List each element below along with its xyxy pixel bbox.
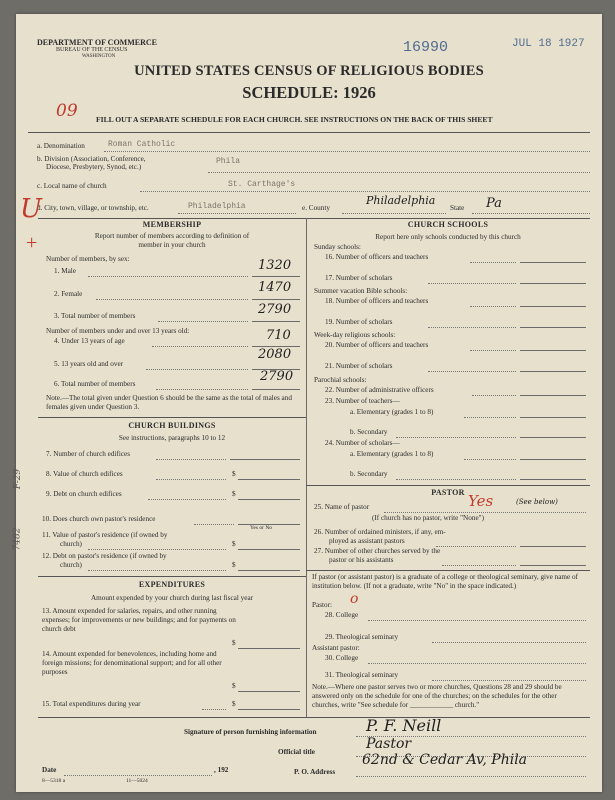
q12-label-2: church): [60, 561, 82, 569]
q11-label: 11. Value of pastor's residence (if owned by: [42, 531, 168, 539]
q18-label: 18. Number of officers and teachers: [325, 297, 429, 305]
q8-label: 8. Value of church edifices: [46, 470, 123, 478]
q26-label-2: ployed as assistant pastors: [329, 537, 405, 545]
graduate-note: If pastor (or assistant pastor) is a graduate of a college or theological seminary, give name of institution below. (If not a graduate, write "No" in the space indicated.): [312, 573, 578, 590]
q12-dollar: $: [232, 561, 236, 569]
membership-instr-2: member in your church: [138, 241, 206, 249]
census-form: [12, 14, 602, 792]
q11-dollar: $: [232, 540, 236, 548]
q6-value: 2790: [260, 369, 294, 384]
age-head-label: Number of members under and over 13 years old:: [46, 327, 190, 335]
pastor-title: PASTOR: [431, 488, 465, 497]
signature-label: Signature of person furnishing information: [184, 728, 317, 736]
denomination-label: a. Denomination: [37, 142, 85, 150]
q12-label: 12. Debt on pastor's residence (if owned by: [42, 552, 167, 560]
division-value: Phila: [216, 157, 241, 166]
q5-label: 5. 13 years old and over: [54, 360, 124, 368]
po-address-label: P. O. Address: [294, 768, 336, 776]
q15-label: 15. Total expenditures during year: [42, 700, 141, 708]
weekday-label: Week-day religious schools:: [314, 331, 396, 339]
schools-title: CHURCH SCHOOLS: [407, 220, 489, 229]
pencil-mark-2: 7482: [12, 527, 23, 551]
q27-label: 27. Number of other churches served by the: [314, 547, 441, 555]
county-value: Philadelphia: [366, 194, 436, 207]
q6-label: 6. Total number of members: [54, 380, 136, 388]
official-title-label: Official title: [278, 748, 315, 756]
q8-dollar: $: [232, 470, 236, 478]
yes-no-caption: Yes or No: [250, 525, 273, 531]
summer-label: Summer vacation Bible schools:: [314, 287, 408, 295]
membership-title: MEMBERSHIP: [142, 220, 202, 229]
q13-dollar: $: [232, 639, 236, 647]
city-name: WASHINGTON: [82, 54, 116, 59]
local-name-label: c. Local name of church: [37, 182, 107, 190]
q16-label: 16. Number of officers and teachers: [325, 253, 429, 261]
form-subtitle: SCHEDULE: 1926: [242, 83, 376, 102]
red-mark-09: 09: [56, 101, 78, 121]
denomination-value: Roman Catholic: [108, 140, 176, 149]
state-value: Pa: [486, 196, 502, 211]
expenditures-title: EXPENDITURES: [138, 580, 206, 589]
q2-label: 2. Female: [54, 290, 83, 298]
red-mark-u: U: [20, 194, 42, 224]
q4-label: 4. Under 13 years of age: [54, 337, 125, 345]
q30-label: 30. College: [325, 654, 359, 662]
q1-label: 1. Male: [54, 267, 76, 275]
state-label: State: [450, 204, 465, 212]
city-value: Philadelphia: [188, 202, 246, 211]
q17-label: 17. Number of scholars: [325, 274, 393, 282]
q9-label: 9. Debt on church edifices: [46, 490, 122, 498]
instruction-line: FILL OUT A SEPARATE SCHEDULE FOR EACH CHURCH. SEE INSTRUCTIONS ON THE BACK OF THIS SHEET: [96, 115, 493, 124]
date-year: , 192: [214, 766, 229, 774]
q1-value: 1320: [258, 258, 292, 273]
asst-pastor-label: Assistant pastor:: [312, 644, 360, 652]
q10-label: 10. Does church own pastor's residence: [42, 515, 156, 523]
print-number: 11—5024: [126, 778, 148, 784]
red-mark-circle: o: [350, 591, 359, 607]
red-mark-plus: +: [26, 232, 38, 254]
division-label: b. Division (Association, Conference,: [37, 155, 146, 163]
divider: [28, 132, 590, 133]
q24a-label: a. Elementary (grades 1 to 8): [350, 450, 434, 458]
membership-note: Note.—The total given under Question 6 should be the same as the total of males and females given under Question 3.: [46, 394, 292, 411]
by-sex-label: Number of members, by sex:: [46, 255, 130, 263]
q3-label: 3. Total number of members: [54, 312, 136, 320]
form-title: UNITED STATES CENSUS OF RELIGIOUS BODIES: [134, 63, 484, 79]
q23-label: 23. Number of teachers—: [325, 397, 400, 405]
q2-value: 1470: [258, 280, 292, 295]
pastor-note: Note.—Where one pastor serves two or more churches, Questions 28 and 29 should be answered only on the schedule for one of the churches; on the schedules for the other churches, write "See schedule for ____________ church.": [312, 683, 562, 709]
q25-note: (See below): [516, 498, 558, 506]
q13-label: 13. Amount expended for salaries, repairs, and other running expenses; for improvements or new buildings; and for payments on church debt: [42, 607, 236, 633]
date-label: Date: [42, 766, 57, 774]
q20-label: 20. Number of officers and teachers: [325, 341, 429, 349]
q24-label: 24. Number of scholars—: [325, 439, 400, 447]
q22-label: 22. Number of administrative officers: [325, 386, 434, 394]
city-label: d. City, town, village, or township, etc.: [37, 204, 149, 212]
expenditures-instr: Amount expended by your church during last fiscal year: [90, 594, 254, 602]
parochial-label: Parochial schools:: [314, 376, 367, 384]
pencil-mark-1: F-29: [13, 468, 24, 490]
q25-label: 25. Name of pastor: [314, 503, 370, 511]
membership-instr-1: Report number of members according to definition of: [94, 232, 250, 240]
sunday-label: Sunday schools:: [314, 243, 361, 251]
q5-value: 2080: [258, 347, 292, 362]
bureau-name: BUREAU OF THE CENSUS: [56, 47, 128, 53]
official-title-value: Pastor: [366, 736, 412, 752]
po-address-value: 62nd & Cedar Av, Phila: [362, 752, 528, 768]
q9-dollar: $: [232, 490, 236, 498]
q7-label: 7. Number of church edifices: [46, 450, 131, 458]
q29-label: 29. Theological seminary: [325, 633, 399, 641]
division-label-2: Diocese, Presbytery, Synod, etc.): [46, 163, 142, 171]
q3-value: 2790: [258, 302, 292, 317]
stamp-number: 16990: [403, 39, 449, 56]
buildings-title: CHURCH BUILDINGS: [128, 421, 216, 430]
q25-value: Yes: [468, 492, 494, 510]
department-name: DEPARTMENT OF COMMERCE: [37, 38, 158, 47]
q4-value: 710: [266, 328, 291, 343]
q31-label: 31. Theological seminary: [325, 671, 399, 679]
signature-value: P. F. Neill: [366, 716, 442, 735]
q23b-label: b. Secondary: [350, 428, 388, 436]
stamp-date: JUL 18 1927: [512, 38, 585, 50]
local-name-value: St. Carthage's: [228, 180, 296, 189]
q25-sub: (If church has no pastor, write "None"): [372, 514, 484, 522]
q28-label: 28. College: [325, 611, 359, 619]
q15-dollar: $: [232, 700, 236, 708]
q21-label: 21. Number of scholars: [325, 362, 393, 370]
q11-label-2: church): [60, 540, 82, 548]
county-label: e. County: [302, 204, 330, 212]
q14-label: 14. Amount expended for benevolences, including home and foreign missions; for denominational support; and for all other purposes: [42, 650, 222, 676]
q24b-label: b. Secondary: [350, 470, 388, 478]
q23a-label: a. Elementary (grades 1 to 8): [350, 408, 434, 416]
q14-dollar: $: [232, 682, 236, 690]
q27-label-2: pastor or his assistants: [329, 556, 394, 564]
q26-label: 26. Number of ordained ministers, if any, em-: [314, 528, 446, 536]
q19-label: 19. Number of scholars: [325, 318, 393, 326]
pastor-sub-label: Pastor:: [312, 601, 332, 609]
schools-instr: Report here only schools conducted by this church: [375, 233, 521, 241]
buildings-instr: See instructions, paragraphs 10 to 12: [118, 434, 226, 442]
form-number: 8—5318 a: [42, 778, 66, 784]
